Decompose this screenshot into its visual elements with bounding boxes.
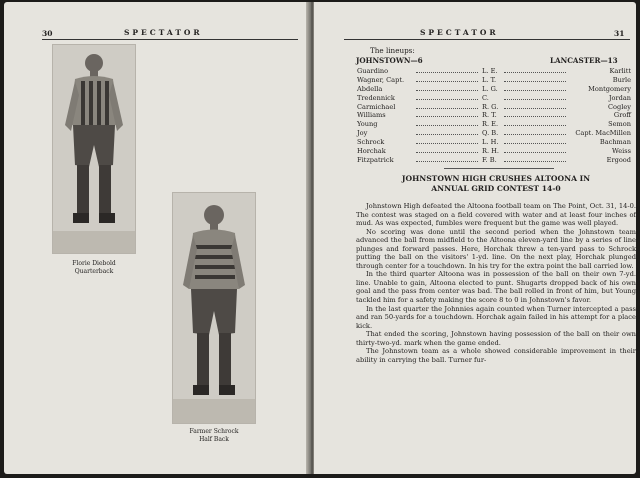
lancaster-player: Ergood (606, 155, 631, 164)
lineup-row (356, 76, 636, 85)
lineup-position: C. (482, 93, 489, 102)
running-head: SPECTATOR (420, 28, 499, 37)
lancaster-player: Jordan (608, 93, 631, 102)
article-body (356, 202, 636, 364)
lancaster-player: Cogley (608, 102, 631, 111)
lancaster-player: Capt. MacMillen (575, 129, 631, 138)
article-paragraph: In the last quarter the Johnnies again counted when Turner intercepted a pass and ran 50-yards for a touchdown. Horchak again failed in his attempt for a place kick. (356, 304, 636, 330)
johnstown-player: Carmichael (357, 102, 396, 111)
photo-caption (52, 260, 136, 276)
lineup-row (356, 156, 636, 165)
leader-dots (416, 108, 478, 109)
player-figure (173, 193, 255, 423)
left-page (4, 2, 310, 474)
lineup-position: L. E. (482, 67, 498, 75)
team-johnstown: JOHNSTOWN—6 (356, 56, 423, 65)
lineup-row (356, 103, 636, 112)
johnstown-player: Horchak (357, 147, 386, 156)
player-photo-schrock (172, 192, 256, 424)
johnstown-player: Joy (357, 129, 368, 138)
leader-dots (504, 72, 566, 73)
article-paragraph: No scoring was done until the second period when the Johnstown team advanced the ball from midfield to the Altoona eleven-yard line by a series of line plunges and forward passes. Here, Horchak threw a ten-yard pass to Schrock putting the ball on the visitors' 1-yd. line. On the next play, Horchak plunged through center for a touchdown. In his try for the extra point the ball carried low. (356, 227, 636, 270)
lineup-row (356, 94, 636, 103)
lineup-position: R. G. (482, 102, 499, 111)
leader-dots (504, 81, 566, 82)
lineup-position: R. E. (482, 120, 499, 129)
headline-line-2: ANNUAL GRID CONTEST 14-0 (431, 184, 561, 193)
lineup-row (356, 85, 636, 94)
leader-dots (416, 72, 478, 73)
leader-dots (416, 116, 478, 117)
article-paragraph: That ended the scoring, Johnstown having possession of the ball on their own thirty-two-yd. mark when the game ended. (356, 330, 636, 347)
lancaster-player: Groff (613, 111, 631, 120)
johnstown-player: Abdella (357, 84, 383, 93)
leader-dots (416, 90, 478, 91)
johnstown-player: Fitzpatrick (357, 155, 394, 164)
lineup-position: L. H. (482, 138, 499, 147)
article-paragraph: Johnstown High defeated the Altoona football team on The Point, Oct. 31, 14-0. The contest was staged on a field covered with water and at least four inches of mud. As was expected, fumbles were frequent but the game was well played. (356, 202, 636, 228)
leader-dots (504, 99, 566, 100)
right-page (314, 2, 636, 474)
leader-dots (416, 125, 478, 126)
johnstown-player: Wagner, Capt. (357, 75, 405, 84)
caption-name: Farmer Schrock (189, 428, 239, 435)
headline-line-1: JOHNSTOWN HIGH CRUSHES ALTOONA IN (401, 174, 591, 183)
leader-dots (504, 125, 566, 126)
header-rule (344, 39, 630, 40)
leader-dots (416, 152, 478, 153)
leader-dots (504, 161, 566, 162)
lineup-row (356, 129, 636, 138)
caption-position: Quarterback (74, 268, 114, 275)
leader-dots (504, 108, 566, 109)
player-photo-diebold (52, 44, 136, 254)
team-lancaster: LANCASTER—13 (550, 56, 618, 65)
photo-caption (172, 428, 256, 444)
lineup-position: Q. B. (482, 129, 499, 138)
lineup-position: R. H. (482, 147, 500, 156)
leader-dots (416, 143, 478, 144)
leader-dots (504, 90, 566, 91)
lineup-position: F. B. (482, 155, 497, 164)
running-head: SPECTATOR (124, 28, 203, 37)
leader-dots (416, 99, 478, 100)
lineup-row (356, 147, 636, 156)
leader-dots (504, 116, 566, 117)
lineup-position: L. G. (482, 84, 498, 93)
johnstown-player: Tredennick (357, 93, 395, 102)
article-paragraph: The Johnstown team as a whole showed considerable improvement in their ability in carrying the ball. Turner fur- (356, 347, 636, 364)
leader-dots (416, 134, 478, 135)
caption-name: Florie Diebold (72, 260, 116, 267)
lineup-row (356, 111, 636, 120)
leader-dots (416, 161, 478, 162)
section-rule (444, 168, 554, 169)
lancaster-player: Karlitt (609, 67, 631, 75)
leader-dots (416, 81, 478, 82)
lancaster-player: Semon (608, 120, 631, 129)
lineup-row (356, 138, 636, 147)
page-number: 30 (42, 29, 53, 38)
lineup-row (356, 67, 636, 76)
page-number: 31 (614, 29, 625, 38)
lineup-row (356, 120, 636, 129)
article-paragraph: In the third quarter Altoona was in possession of the ball on their own 7-yd. line. Unable to gain, Altoona elected to punt. Shugarts dropped back of his own goal and the pass from center was bad. The ball rolled in front of him, but Young tackled him for a safety making the score 8 to 0 in Johnstown's favor. (356, 270, 636, 305)
lancaster-player: Bachman (599, 138, 631, 147)
lineup-title: The lineups: (370, 46, 415, 55)
lineup-table (356, 67, 636, 165)
lancaster-player: Weiss (611, 147, 631, 156)
lancaster-player: Montgomery (588, 84, 631, 93)
leader-dots (504, 134, 566, 135)
johnstown-player: Guardino (357, 67, 389, 75)
leader-dots (504, 152, 566, 153)
lineup-position: L. T. (482, 75, 497, 84)
player-figure (53, 45, 135, 253)
johnstown-player: Schrock (357, 138, 385, 147)
header-rule (42, 39, 298, 40)
johnstown-player: Young (357, 120, 378, 129)
lancaster-player: Burle (612, 75, 631, 84)
caption-position: Half Back (199, 436, 229, 443)
leader-dots (504, 143, 566, 144)
johnstown-player: Williams (357, 111, 386, 120)
lineup-position: R. T. (482, 111, 497, 120)
